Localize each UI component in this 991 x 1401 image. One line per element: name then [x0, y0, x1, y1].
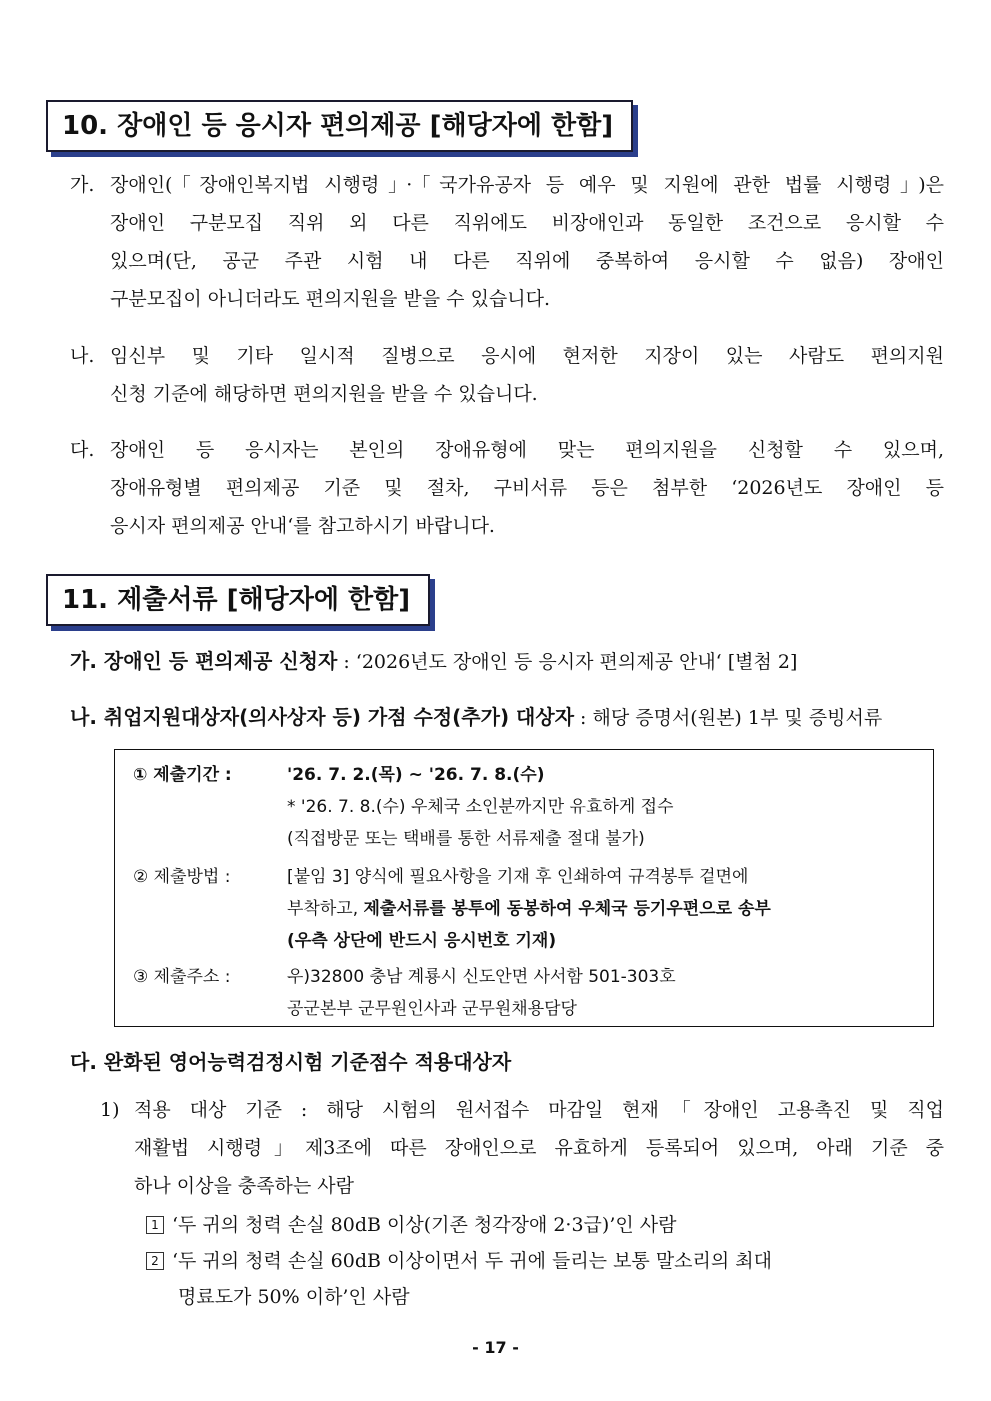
address-line-2: 공군본부 군무원인사과 군무원채용담당: [287, 999, 577, 1019]
paragraph-line: [70, 337, 944, 375]
paragraph-line: 있으며(단, 공군 주관 시험 내 다른 직위에 중복하여 응시할 수 없음) 장애인: [110, 250, 944, 272]
paragraph-line: [100, 1091, 944, 1129]
item-label: 나. 취업지원대상자(의사상자 등) 가점 수정(추가) 대상자: [70, 705, 575, 729]
paragraph-line: 장애인 구분모집 직위 외 다른 직위에도 비장애인과 동일한 조건으로 응시할 수: [110, 212, 944, 234]
number-box: 1: [146, 1216, 164, 1234]
item-marker: 나.: [70, 345, 95, 367]
method-line-2: [287, 894, 771, 919]
paragraph-line: 하나 이상을 충족하는 사람: [134, 1175, 355, 1197]
paragraph-line: [70, 166, 944, 204]
period-note-1: * '26. 7. 8.(수) 우체국 소인분까지만 유효하게 접수: [287, 797, 674, 817]
section-11-item-ga: [70, 645, 944, 678]
section-11-item-na: [70, 701, 944, 734]
period-label: ① 제출기간 :: [133, 765, 232, 785]
method-line-1: [붙임 3] 양식에 필요사항을 기재 후 인쇄하여 규격봉투 겉면에: [287, 867, 749, 887]
section-10-item-ga: [70, 166, 944, 318]
paragraph-line: [70, 431, 944, 469]
section-11-title: 11. 제출서류 [해당자에 한함]: [46, 574, 430, 626]
page-number: - 17 -: [472, 1338, 519, 1357]
line-text: 장애인(「장애인복지법 시행령」·「국가유공자 등 예우 및 지원에 관한 법률 시행령」)은: [110, 174, 944, 196]
number-box: 2: [146, 1252, 164, 1270]
item-marker: 다.: [70, 439, 95, 461]
line-text: 적용 대상 기준 : 해당 시험의 원서접수 마감일 현재「장애인 고용촉진 및 직업: [134, 1099, 944, 1121]
paragraph-line: 재활법 시행령」제3조에 따른 장애인으로 유효하게 등록되어 있으며, 아래 기준 중: [134, 1137, 944, 1159]
section-10-title: 10. 장애인 등 응시자 편의제공 [해당자에 한함]: [46, 100, 633, 152]
item-label: 가. 장애인 등 편의제공 신청자: [70, 649, 338, 673]
criterion-text: ‘두 귀의 청력 손실 80dB 이상(기존 청각장애 2·3급)’인 사람: [172, 1214, 677, 1236]
criterion-2: [146, 1246, 772, 1273]
line-text: 장애인 등 응시자는 본인의 장애유형에 맞는 편의지원을 신청할 수 있으며,: [110, 439, 944, 461]
method-line-3: (우측 상단에 반드시 응시번호 기재): [287, 931, 557, 951]
section-10-item-na: [70, 337, 944, 413]
paragraph-line: 장애유형별 편의제공 기준 및 절차, 구비서류 등은 첨부한 ‘2026년도 장애인 등: [110, 477, 944, 499]
item-text: : ‘2026년도 장애인 등 응시자 편의제공 안내‘ [별첨 2]: [337, 651, 798, 673]
method-label: ② 제출방법 :: [133, 867, 231, 887]
item-marker: 가.: [70, 174, 95, 196]
period-value: '26. 7. 2.(목) ~ '26. 7. 8.(수): [287, 765, 545, 785]
address-label: ③ 제출주소 :: [133, 967, 231, 987]
paragraph-line: 응시자 편의제공 안내‘를 참고하시기 바랍니다.: [110, 515, 495, 537]
period-note-2: (직접방문 또는 택배를 통한 서류제출 절대 불가): [287, 829, 645, 849]
criteria-paragraph: [100, 1091, 944, 1205]
section-11-item-da-title: 다. 완화된 영어능력검정시험 기준점수 적용대상자: [70, 1050, 512, 1074]
criterion-2-cont: 명료도가 50% 이하’인 사람: [178, 1286, 410, 1308]
item-marker: 1): [100, 1099, 120, 1121]
line-text: 임신부 및 기타 일시적 질병으로 응시에 현저한 지장이 있는 사람도 편의지원: [110, 345, 944, 367]
criterion-text: ‘두 귀의 청력 손실 60dB 이상이면서 두 귀에 들리는 보통 말소리의 최대: [172, 1250, 772, 1272]
section-10-item-da: [70, 431, 944, 545]
address-line-1: 우)32800 충남 계룡시 신도안면 사서함 501-303호: [287, 967, 676, 987]
criterion-1: [146, 1210, 676, 1237]
submission-info-box: [114, 749, 934, 1027]
method-line-2-bold: 제출서류를 봉투에 동봉하여 우체국 등기우편으로 송부: [363, 899, 771, 919]
item-text: : 해당 증명서(원본) 1부 및 증빙서류: [574, 707, 883, 729]
method-line-2-plain: 부착하고,: [287, 899, 364, 919]
paragraph-line: 신청 기준에 해당하면 편의지원을 받을 수 있습니다.: [110, 383, 538, 405]
paragraph-line: 구분모집이 아니더라도 편의지원을 받을 수 있습니다.: [110, 288, 551, 310]
